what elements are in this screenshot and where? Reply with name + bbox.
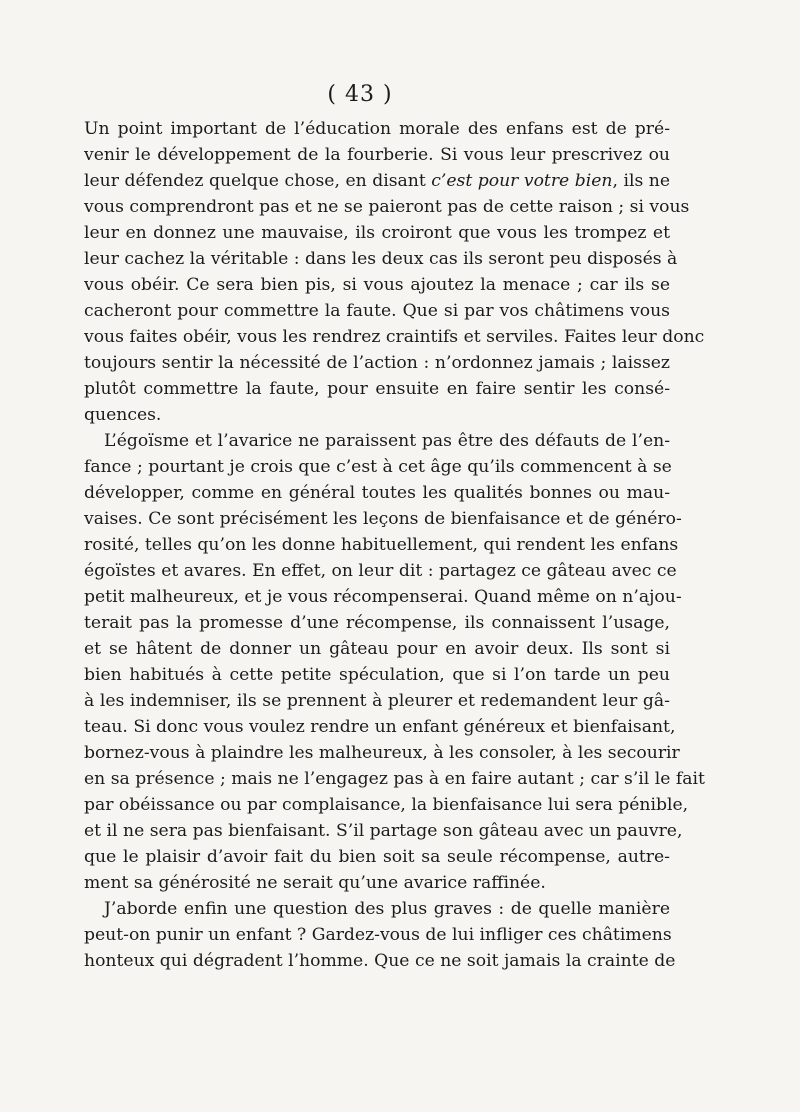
text-line: leur cachez la véritable : dans les deux cas ils seront peu disposés à: [84, 249, 678, 269]
text-line: par obéissance ou par complaisance, la bienfaisance lui sera pénible,: [84, 795, 689, 815]
text-line: et se hâtent de donner un gâteau pour en avoir deux. Ils sont si: [84, 639, 670, 659]
text-line: [84, 168, 670, 194]
text-line: et il ne sera pas bienfaisant. S’il partage son gâteau avec un pauvre,: [84, 821, 683, 841]
text-line: égoïstes et avares. En effet, on leur dit : partagez ce gâteau avec ce: [84, 561, 677, 581]
text-line: leur en donnez une mauvaise, ils croiront que vous les trompez et: [84, 223, 670, 243]
text-segment: , ils ne: [612, 171, 671, 191]
text-line: quences.: [84, 405, 162, 425]
text-line: ment sa générosité ne serait qu’une avarice raffinée.: [84, 873, 546, 893]
text-line: vaises. Ce sont précisément les leçons de bienfaisance et de généro-: [84, 509, 682, 529]
text-line: en sa présence ; mais ne l’engagez pas à en faire autant ; car s’il le fait: [84, 769, 705, 789]
text-line: cacheront pour commettre la faute. Que si par vos châtimens vous: [84, 301, 670, 321]
text-line: que le plaisir d’avoir fait du bien soit sa seule récompense, autre-: [84, 847, 670, 867]
text-line: rosité, telles qu’on les donne habituellement, qui rendent les enfans: [84, 535, 679, 555]
text-line: terait pas la promesse d’une récompense, ils connaissent l’usage,: [84, 613, 670, 633]
text-line: à les indemniser, ils se prennent à pleurer et redemandent leur gâ-: [84, 691, 670, 711]
text-line: vous comprendront pas et ne se paieront pas de cette raison ; si vous: [84, 197, 690, 217]
text-line: teau. Si donc vous voulez rendre un enfant généreux et bienfaisant,: [84, 717, 676, 737]
text-line: L’égoïsme et l’avarice ne paraissent pas être des défauts de l’en-: [104, 431, 670, 451]
text-line: peut-on punir un enfant ? Gardez-vous de lui infliger ces châtimens: [84, 925, 672, 945]
text-line: vous obéir. Ce sera bien pis, si vous ajoutez la menace ; car ils se: [84, 275, 670, 295]
text-line: venir le développement de la fourberie. Si vous leur prescrivez ou: [84, 145, 670, 165]
text-segment: leur défendez quelque chose, en disant: [84, 171, 432, 191]
text-line: toujours sentir la nécessité de l’action : n’ordonnez jamais ; laissez: [84, 353, 670, 373]
text-line: fance ; pourtant je crois que c’est à cet âge qu’ils commencent à se: [84, 457, 672, 477]
text-line: vous faites obéir, vous les rendrez craintifs et serviles. Faites leur donc: [84, 327, 705, 347]
italic-phrase: c’est pour votre bien: [431, 171, 613, 191]
text-line: développer, comme en général toutes les qualités bonnes ou mau-: [84, 483, 670, 503]
text-line: J’aborde enfin une question des plus graves : de quelle manière: [104, 899, 670, 919]
text-line: honteux qui dégradent l’homme. Que ce ne soit jamais la crainte de: [84, 951, 676, 971]
text-line: plutôt commettre la faute, pour ensuite en faire sentir les consé-: [84, 379, 670, 399]
page-number: ( 43 ): [327, 82, 393, 107]
text-line: Un point important de l’éducation morale des enfans est de pré-: [84, 119, 670, 139]
text-line: bien habitués à cette petite spéculation, que si l’on tarde un peu: [84, 665, 670, 685]
text-line: bornez-vous à plaindre les malheureux, à les consoler, à les secourir: [84, 743, 680, 763]
text-line: petit malheureux, et je vous récompenserai. Quand même on n’ajou-: [84, 587, 682, 607]
